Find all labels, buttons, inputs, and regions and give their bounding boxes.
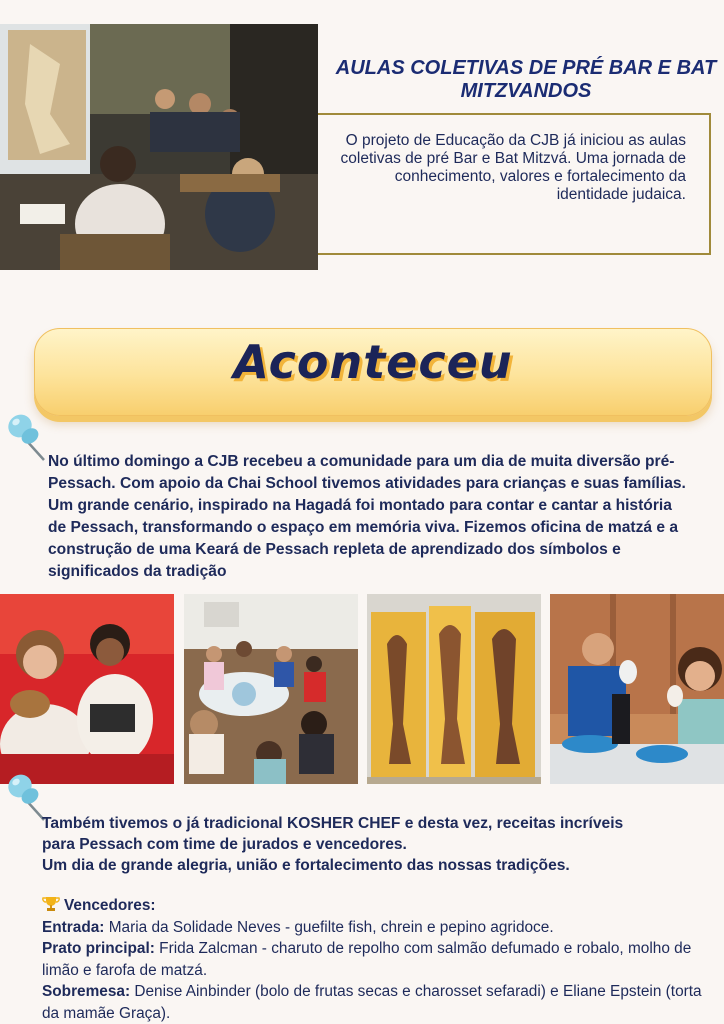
matza-workshop-photo xyxy=(550,594,724,784)
chef-line: Também tivemos o já tradicional KOSHER CHEF e desta vez, receitas incríveis xyxy=(42,815,624,832)
kosher-chef-paragraph xyxy=(42,813,702,876)
winner-entrada xyxy=(42,917,712,939)
section-description: O projeto de Educação da CJB já iniciou as aulas coletivas de pré Bar e Bat Mitzvá. Uma jornada de conhecimento, valores e fortalecimento da identidade judaica. xyxy=(340,132,686,203)
winner-label: Prato principal: xyxy=(42,940,155,957)
winner-prato-principal xyxy=(42,938,712,981)
winners-list xyxy=(42,895,712,1024)
section-title: AULAS COLETIVAS DE PRÉ BAR E BAT MITZVANDOS xyxy=(335,57,717,102)
winner-sobremesa xyxy=(42,981,712,1024)
winners-heading: Vencedores: xyxy=(64,897,156,914)
winner-text: Frida Zalcman - charuto de repolho com salmão defumado e robalo, molho de limão e farofa de matzá. xyxy=(42,940,692,979)
chef-line: para Pessach com time de jurados e vencedores. xyxy=(42,836,407,853)
winner-text: Maria da Solidade Neves - guefilte fish, chrein e pepino agridoce. xyxy=(104,918,554,936)
winner-label: Sobremesa: xyxy=(42,983,131,1000)
children-circle-photo xyxy=(184,594,358,784)
class-meeting-photo xyxy=(0,24,318,270)
chef-line: Um dia de grande alegria, união e fortalecimento das nossas tradições. xyxy=(42,857,570,874)
aconteceu-banner xyxy=(34,328,712,416)
hagada-scenery-photo xyxy=(367,594,541,784)
photo-strip xyxy=(0,594,724,784)
banner-title: Aconteceu xyxy=(233,335,513,389)
pushpin-icon xyxy=(4,410,48,462)
winners-heading-line xyxy=(42,895,712,917)
trophy-icon xyxy=(42,896,60,912)
children-red-photo xyxy=(0,594,174,784)
event-paragraph: No último domingo a CJB recebeu a comunidade para um dia de muita diversão pré-Pessach. Com apoio da Chai School tivemos atividades para crianças e suas famílias. Um grande cenário, inspirado na Hagadá foi montado para contar e cantar a história de Pessach, transformando o espaço em memória viva. Fizemos oficina de matzá e a construção de uma Keará de Pessach repleta de aprendizado dos símbolos e significados da tradição xyxy=(48,453,686,580)
winner-text: Denise Ainbinder (bolo de frutas secas e charosset sefaradi) e Eliane Epstein (torta da mamãe Graça). xyxy=(42,983,702,1022)
winner-label: Entrada: xyxy=(42,918,105,936)
